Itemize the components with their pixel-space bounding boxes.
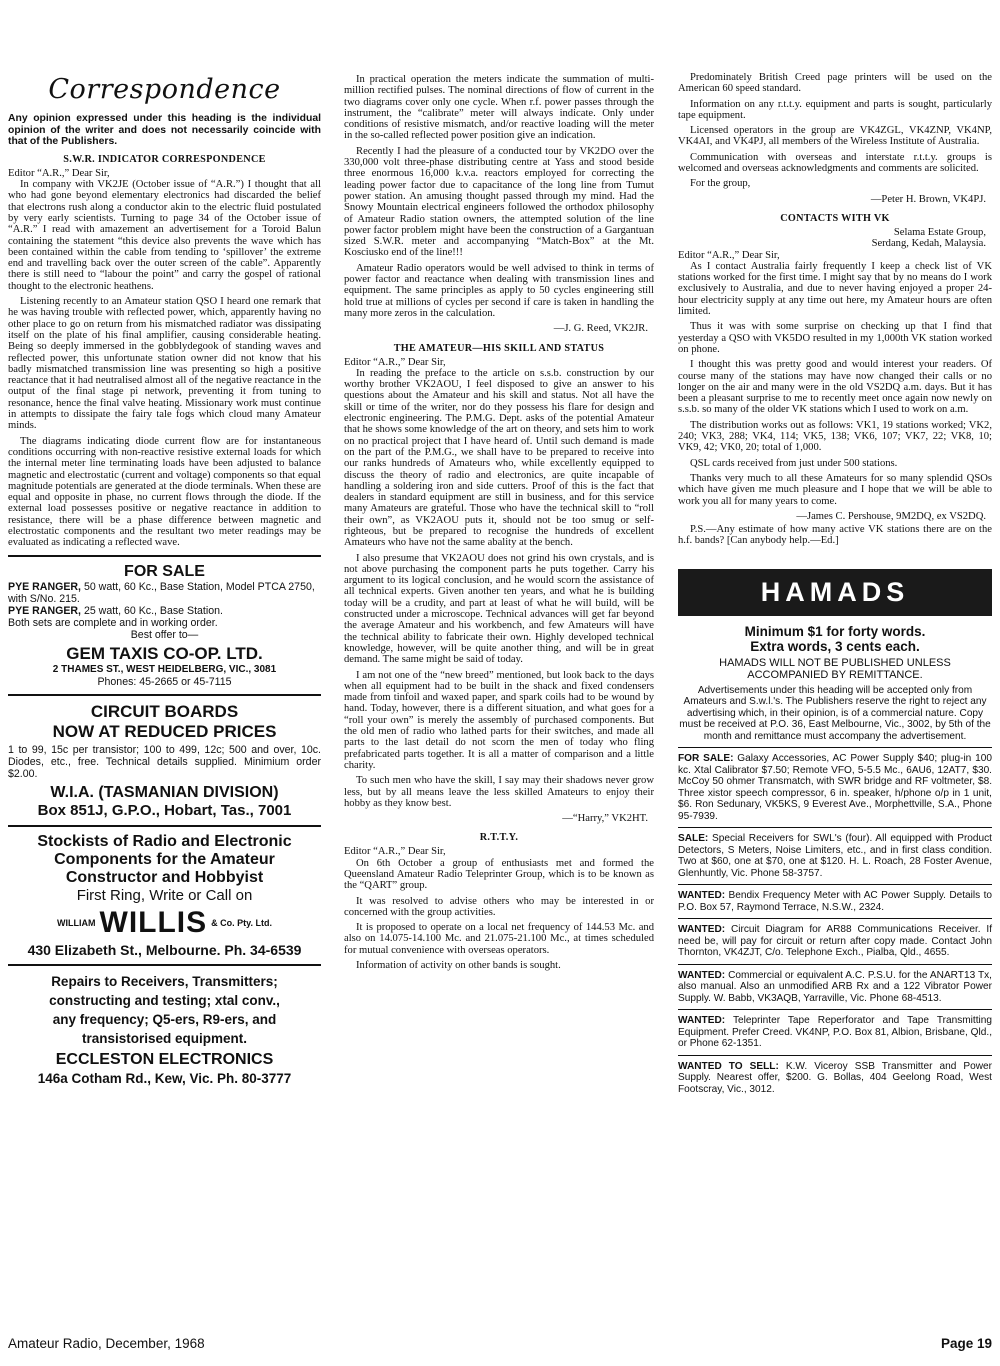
page-footer bbox=[8, 1336, 992, 1358]
paragraph: I also presume that VK2AOU does not grind his own crystals, and is not above purchasing the component parts he puts together. Carry his argument to its logical conclusion, and he would scorn the assistance of all technical experts. Given another ten years, and what he is building today will be a crudity, and part at least of what he will build, will be constructed under a microscope. Technical advances will get far beyond the average Amateur and his workbench, and few Amateurs will have the technical ability to fabricate their own. Highly developed technical knowledge, however, will be quite another thing, and will be in great demand. The same might be said of today. bbox=[344, 552, 654, 666]
classified-text: K.W. Viceroy SSB Transmitter and Power Supply. Nearest offer, $200. G. Bollas, 404 Geelong Road, West Footscray, Vic., 3012. bbox=[678, 1060, 993, 1095]
product-name: PYE RANGER, bbox=[8, 580, 81, 593]
ad-address: 430 Elizabeth St., Melbourne. Ph. 34-6539 bbox=[27, 941, 302, 958]
hamads-warning: HAMADS WILL NOT BE PUBLISHED UNLESS bbox=[719, 656, 951, 669]
classified-lead: WANTED: bbox=[678, 1015, 726, 1027]
paragraph: Information of activity on other bands is sought. bbox=[356, 960, 561, 972]
classified-ad bbox=[678, 833, 992, 879]
divider bbox=[678, 918, 992, 919]
classified-text: Teleprinter Tape Reperforator and Tape Transmitting Equipment. Prefer Creed. VK4NP, P.O. Box 81, Albion, Brisbane, Qld., or Phone 62-1351. bbox=[678, 1015, 992, 1050]
classified-lead: SALE: bbox=[678, 833, 709, 845]
ad-line: constructing and testing; xtal conv., bbox=[49, 992, 280, 1008]
signature: —“Harry,” VK2HT. bbox=[562, 813, 648, 825]
paragraph: For the group, bbox=[690, 178, 751, 190]
hamads-rate: Minimum $1 for forty words. bbox=[744, 623, 926, 639]
page-number: Page 19 bbox=[940, 1336, 992, 1351]
paragraph: To such men who have the skill, I say may their shadows never grow less, but by all means leave the less skilled Amateurs to enjoy their hobby as they know best. bbox=[344, 775, 654, 809]
paragraph: As I contact Australia fairly frequently I keep a check list of VK stations worked for the first time. I might say that by no means do I work exclusively to Australia, and due to never having enjoyed a proper 24-hour electricity supply at any time out here, my Amateur hours are often limited. bbox=[678, 260, 992, 318]
divider bbox=[8, 694, 321, 696]
paragraph: Thus it was with some surprise on checking up that I find that yesterday a QSO with VK5DO resulted in my 1,000th VK station worked on phone. bbox=[678, 321, 992, 355]
classified-ad bbox=[678, 890, 992, 913]
classified-text: Bendix Frequency Meter with AC Power Supply. Details to P.O. Box 57, Raymond Terrace, N.S.W., 2324. bbox=[678, 890, 992, 913]
paragraph: Information on any r.t.t.y. equipment and parts is sought, particularly tape equipment. bbox=[678, 98, 992, 121]
paragraph: Communication with overseas and interstate r.t.t.y. groups is welcomed and overseas acknowledgments and comments are solicited. bbox=[678, 151, 992, 175]
hamads-rate: Extra words, 3 cents each. bbox=[750, 638, 920, 654]
product-name: PYE RANGER, bbox=[8, 604, 81, 617]
paragraph: Licensed operators in the group are VK4ZGL, VK4ZNP, VK4NP, VK4AI, and VK4PJ, all members of the Wireless Institute of Australia. bbox=[678, 125, 992, 148]
salutation: Editor “A.R.,” Dear Sir, bbox=[344, 846, 446, 858]
signature: —James C. Pershouse, 9M2DQ, ex VS2DQ. bbox=[796, 510, 986, 522]
logo-name: WILLIS bbox=[99, 905, 208, 939]
classified-text: Galaxy Accessories, AC Power Supply $40; plug-in 100 kc. Xtal Calibrator $7.50; Remote VFO, 5-5.5 Mc., 6AU6, 12AT7, $30. McCoy 50 ohmer Transmatch, with SWR bridge and RF voltmeter, $8. Three xistor speech compressor, 6 in. speaker, h/phone o/p in 1 unit, $6. Ron Sedunary, VK5KS, 9 Everest Ave., Morphettville, S.A., Phone 95-7939. bbox=[678, 753, 992, 822]
ad-text: 1 to 99, 15c per transistor; 100 to 499, 12c; 500 and over, 10c. Diodes, etc., free. Technical details supplied. Minimium order $2.00. bbox=[8, 744, 321, 781]
ad-company: ECCLESTON ELECTRONICS bbox=[55, 1050, 274, 1068]
classified-lead: WANTED: bbox=[678, 890, 726, 902]
ad-heading: FOR SALE bbox=[124, 562, 205, 580]
salutation: Editor “A.R.,” Dear Sir, bbox=[678, 249, 780, 261]
ad-heading: CIRCUIT BOARDS bbox=[90, 702, 239, 721]
letter-heading: R.T.T.Y. bbox=[479, 832, 519, 844]
ad-address: 146a Cotham Rd., Kew, Vic. Ph. 80-3777 bbox=[37, 1070, 292, 1086]
hamads-rules: Advertisements under this heading will be accepted only from Amateurs and S.w.l.'s. The Publishers reserve the right to reject any advertising which, in their opinion, is of a commercial nature. Copy must be received at P.O. 36, East Melbourne, Vic., 3002, by 5th of the month and remittance must accompany the advertisement. bbox=[679, 684, 991, 742]
divider bbox=[8, 964, 321, 966]
logo-suffix: & Co. Pty. Ltd. bbox=[211, 917, 272, 928]
ad-line: First Ring, Write or Call on bbox=[76, 886, 253, 904]
ad-line: transistorised equipment. bbox=[81, 1030, 248, 1046]
ad-willis bbox=[8, 833, 321, 958]
paragraph: The diagrams indicating diode current flow are for instantaneous conditions occurring with non-reactive resistive external loads for which the internal meter line terminating loads have been adjusted to balance magnetic and electrostatic (current and voltage) components so that equal magnitude potentials are generated at the diode terminals. When these are equal and opposite in phase, no current flows through the diode. If the external load possesses positive or negative reactance in addition to resistance, there will be a phase difference between magnetic and electrostatic components and the resultant two meter readings may be evaluated as indicating a reflected wave. bbox=[8, 435, 321, 549]
column-middle bbox=[344, 74, 654, 975]
ad-line: Components for the Amateur bbox=[54, 850, 275, 868]
paragraph: Predominately British Creed page printers will be used on the American 60 speed standard. bbox=[678, 72, 992, 95]
divider bbox=[8, 555, 321, 557]
editorial-notice: Any opinion expressed under this heading is the individual opinion of the writer and does not necessarily coincide with that of the Publishers. bbox=[8, 113, 321, 148]
salutation: Editor “A.R.,” Dear Sir, bbox=[344, 356, 446, 368]
paragraph: In reading the preface to the article on s.s.b. construction by our worthy brother VK2AOU, I feel disposed to give an answer to his questions about the Amateur and his skill and status. Not all have the skill or time of the writer, nor do they possess his flare for design and electronic engineering. The P.M.G. Dept. asks of the potential Amateur that he shows some knowledge of the art on theory, and sets him to work on no practical project that I have heard of. Until such demand is made on the part of the P.M.G., we shall have to be prepared to receive into our ranks hundreds of Amateurs who, while excellently equipped to discuss the theory of radio and electronics, are quite incapable of handling a soldering iron and side cutters. Proof of this is the fact that dealers in standard equipment are still in business, and for this service many Amateurs are grateful. Those who have the technical skill to “roll their own”, as VK2AOU puts it, should not be too smug or self-righteous, but be prepared to recognise the hundreds of excellent Amateurs who have not the same abality at the bench. bbox=[344, 367, 654, 549]
ad-org: W.I.A. (TASMANIAN DIVISION) bbox=[50, 783, 279, 801]
ad-line bbox=[8, 581, 321, 605]
ad-line: Best offer to— bbox=[130, 629, 199, 642]
paragraph: It was resolved to advise others who may be interested in or concerned with the group activities. bbox=[344, 895, 654, 918]
paragraph: I thought this was pretty good and would interest your readers. Of course many of the stations may have now changed their calls or no longer on the air and many were in the old VS2DQ a.m. days. But it has been a pleasant surprise to me to recently meet once again now newly on s.s.b. so many of the older VK stations which I used to work on a.m. bbox=[678, 359, 992, 416]
classified-lead: WANTED TO SELL: bbox=[678, 1060, 779, 1072]
ad-phones: Phones: 45-2665 or 45-7115 bbox=[97, 675, 232, 688]
classified-ad bbox=[678, 970, 992, 1005]
ad-text: 50 watt, 60 Kc., Base Station, Model PTCA 2750, with S/No. 215. bbox=[8, 580, 315, 605]
letter-heading: THE AMATEUR—HIS SKILL AND STATUS bbox=[393, 342, 605, 354]
ad-line: Repairs to Receivers, Transmitters; bbox=[51, 973, 278, 989]
classified-ad bbox=[678, 1015, 992, 1050]
paragraph: It is proposed to operate on a local net frequency of 144.53 Mc. and also on 14.075-14.100 Mc. and 21.075-21.100 Mc., at times scheduled for mutual convenience with overseas operators. bbox=[344, 922, 654, 956]
ad-for-sale bbox=[8, 563, 321, 688]
classified-ad bbox=[678, 753, 992, 822]
divider bbox=[678, 827, 992, 828]
hamads-warning: ACCOMPANIED BY REMITTANCE. bbox=[747, 668, 923, 681]
ad-heading: NOW AT REDUCED PRICES bbox=[52, 722, 277, 741]
classified-ad bbox=[678, 1061, 992, 1096]
hamads-banner: HAMADS bbox=[678, 569, 992, 616]
section-title: Correspondence bbox=[48, 74, 281, 105]
column-left bbox=[8, 60, 321, 1086]
paragraph: On 6th October a group of enthusiasts met and formed the Queensland Amateur Radio Teleprinter Group, which is to be known as the “QART” group. bbox=[344, 857, 654, 892]
classified-text: Commercial or equivalent A.C. P.S.U. for the ANART13 Tx, also manual. Also an unmodified ARB Rx and a 122 Vibrator Power Supply. W. Babb, VK3AQB, Yarraville, Vic. Phone 68-4513. bbox=[678, 969, 992, 1004]
divider bbox=[8, 825, 321, 827]
column-right bbox=[678, 72, 992, 1095]
letter-heading: S.W.R. INDICATOR CORRESPONDENCE bbox=[63, 153, 266, 165]
ad-circuit-boards bbox=[8, 702, 321, 819]
ad-address: Box 851J, G.P.O., Hobart, Tas., 7001 bbox=[37, 801, 292, 819]
classified-text: Circuit Diagram for AR88 Communications Receiver. If need be, will pay for circuit or return after copy made. Contact John Thornton, VK4ZJT, C/o. Telephone Exch., Pialba, Qld., 4655. bbox=[678, 924, 992, 959]
divider bbox=[678, 964, 992, 965]
signature: —J. G. Reed, VK2JR. bbox=[553, 323, 648, 335]
address-line: Selama Estate Group, bbox=[893, 226, 986, 238]
classified-lead: FOR SALE: bbox=[678, 753, 734, 765]
letter-heading: CONTACTS WITH VK bbox=[780, 212, 890, 224]
ad-text: 25 watt, 60 Kc., Base Station. bbox=[83, 604, 223, 617]
divider bbox=[678, 884, 992, 885]
paragraph: QSL cards received from just under 500 stations. bbox=[690, 457, 898, 469]
address-line: Serdang, Kedah, Malaysia. bbox=[871, 238, 986, 250]
paragraph: Listening recently to an Amateur station QSO I heard one remark that he was having trouble with reflected power, which, apparently having no other place to go on return from his mismatched radiator was dissipating itself on the plate of his final amplifier, causing considerable heating. Being so deeply immersed in the gobblydegook of standing waves and reflected power, this unfortunate station owner did not know that his badly mismatched transmission line was presenting so high a positive reactance that it had neutralised almost all of the negative reactance in the output of the final stage pi network, preventing it from tuning to resonance, hence the final valve heating. Missionary work must continue in attempts to dissipate the fairy tale fogs which cloud many Amateur minds. bbox=[8, 296, 321, 432]
paragraph: Amateur Radio operators would be well advised to think in terms of power factor and reactance when dealing with transmission lines and equipment. The same principles as apply to 50 cycles engineering still hold true at millions of cycles per second if care is taken in handling the many more zeros in the calculation. bbox=[344, 262, 654, 319]
paragraph: Thanks very much to all these Amateurs for so many splendid QSOs which have given me much pleasure and I hope that we will be able to work you all for many years to come. bbox=[678, 472, 992, 507]
paragraph: In company with VK2JE (October issue of “A.R.”) I thought that all who had gone beyond elementary electronics had discarded the belief that electrons rush along a conductor akin to the electric fluid postulated by very early scientists. Turning to page 34 of the October issue of “A.R.” I read with amazement an advertisement for a Toroid Balun containing the statement “this device also prevents the wave which has been contained within the cable from tending to ‘spillover’ the extreme end and travelling back over the outer screen of the cable”. Apparently there is still need to “labour the point” and carry the gospel of rational thought to the electronic heathens. bbox=[8, 179, 321, 292]
ad-eccleston bbox=[8, 972, 321, 1086]
salutation: Editor “A.R.,” Dear Sir, bbox=[8, 167, 110, 179]
publication-info: Amateur Radio, December, 1968 bbox=[8, 1336, 205, 1351]
classified-lead: WANTED: bbox=[678, 969, 726, 981]
divider bbox=[678, 1009, 992, 1010]
logo-prefix: WILLIAM bbox=[57, 917, 96, 928]
paragraph: Recently I had the pleasure of a conducted tour by VK2DO over the 330,000 volt three-phase distributing centre at Yass and stood beside three enormous 16,000 k.v.a. reactors employed for correcting the leading power factor due to capacitance of the long line from Tumut power station. An amusing thought passed through my mind. Had the Snowy Mountain electrical engineers followed the orthodox philosophy of Amateur Radio station owners, the attempted solution of the line power factor problem might have been the construction of a Gargantuan sized S.W.R. meter and accompanying “Match-Box” at the Mt. Kosciusko end of the line!!! bbox=[344, 145, 654, 259]
paragraph: The distribution works out as follows: VK1, 19 stations worked; VK2, 240; VK3, 288; VK4, 114; VK5, 138; VK6, 107; VK7, 22; VK8, 10; VK9, 42; VK0, 20; total of 1,000. bbox=[678, 419, 992, 454]
ad-line: Stockists of Radio and Electronic bbox=[37, 832, 292, 850]
divider bbox=[678, 1055, 992, 1056]
divider bbox=[678, 747, 992, 748]
classified-lead: WANTED: bbox=[678, 924, 726, 936]
classified-ad bbox=[678, 924, 992, 959]
ad-line: Constructor and Hobbyist bbox=[65, 868, 264, 886]
ad-line: any frequency; Q5-ers, R9-ers, and bbox=[52, 1011, 277, 1027]
signature: —Peter H. Brown, VK4PJ. bbox=[870, 193, 986, 205]
ad-company: GEM TAXIS CO-OP. LTD. bbox=[66, 643, 263, 663]
postscript: P.S.—Any estimate of how many active VK stations there are on the h.f. bands? [Can anybody help.—Ed.] bbox=[678, 524, 992, 547]
classified-text: Special Receivers for SWL's (four). All equipped with Product Detectors, S Meters, Noise Limiters, etc., and in first class condition. Two at $60, one at $70, one at $120. H. L. Roach, 28 Foster Avenue, Glenhuntly, Vic. Phone 58-3757. bbox=[678, 833, 992, 879]
ad-address: 2 THAMES ST., WEST HEIDELBERG, VIC., 3081 bbox=[52, 663, 277, 675]
ad-line: Both sets are complete and in working order. bbox=[8, 617, 218, 630]
paragraph: I am not one of the “new breed” mentioned, but look back to the days when all equipment had to be built in the shack and fixed condensers made from tinfoil and waxed paper, and spark coils had to be wound by hand. Today, however, there is a different situation, and what goes for a “roll your own” is merely the assembly of purchased components. But the old men of radio who lathed parts for their switches, and made all parts to the last detail do not scorn the men of today who fling prefabricated parts together. It is all a matter of comparison and a little charity. bbox=[344, 669, 654, 771]
paragraph: In practical operation the meters indicate the summation of multi-million rectified pulses. The nominal directions of flow of current in the two diagrams cover only one cycle. When r.f. power passes through the instrument, the “calibrate” meter will always indicate. Only under conditions of resistive mismatch, and/or reactive loading will the meter in the so-called reflected power position give an indication. bbox=[344, 74, 654, 142]
ad-line bbox=[8, 605, 321, 617]
willis-logo bbox=[8, 906, 321, 940]
